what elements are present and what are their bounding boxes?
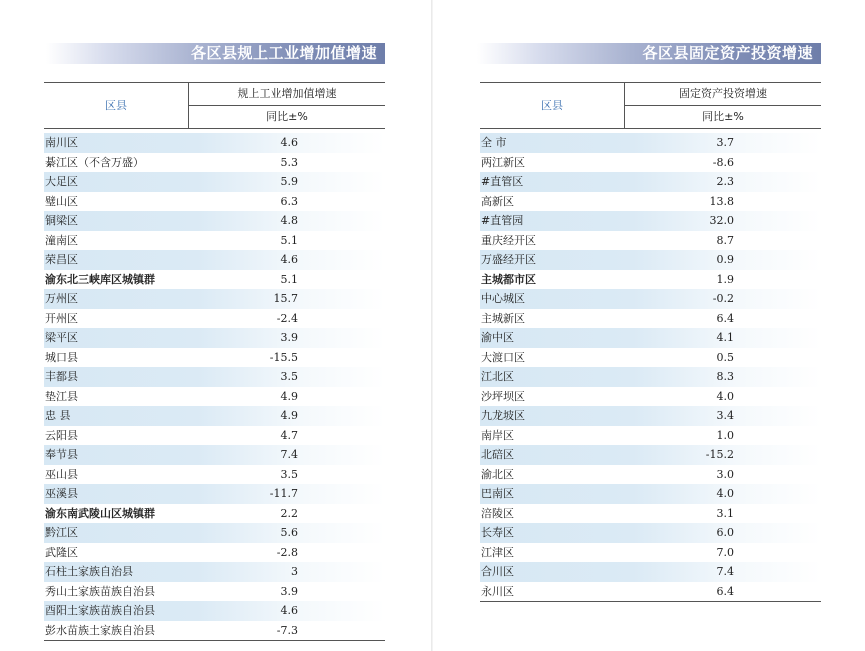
row-county-name: 沙坪坝区 (481, 389, 525, 403)
row-growth-value: 4.6 (280, 136, 298, 149)
row-county-name: 高新区 (481, 194, 514, 208)
row-growth-value: -2.8 (276, 545, 298, 559)
table-row (44, 484, 385, 504)
table-row (44, 504, 385, 524)
row-growth-value: 7.4 (280, 448, 298, 461)
row-growth-value: 4.1 (716, 331, 734, 344)
table-row (480, 465, 821, 485)
row-growth-value: 13.8 (709, 194, 734, 208)
row-growth-value: -8.6 (712, 155, 734, 169)
row-county-name: 主城都市区 (481, 272, 536, 286)
row-growth-value: 4.8 (280, 214, 298, 227)
row-county-name: 全 市 (481, 136, 507, 149)
table-row (44, 387, 385, 407)
row-county-name: 城口县 (45, 350, 78, 364)
row-county-name: 南川区 (45, 136, 78, 149)
left-header-metric: 规上工业增加值增速 (189, 83, 385, 106)
table-row (44, 348, 385, 368)
table-row (44, 172, 385, 192)
table-row (480, 211, 821, 231)
table-row (44, 133, 385, 153)
right-table (480, 82, 821, 601)
row-county-name: #直管园 (481, 214, 524, 227)
table-row (44, 601, 385, 621)
table-row (44, 270, 385, 290)
row-growth-value: 3.1 (716, 506, 734, 520)
left-page (0, 0, 432, 651)
row-growth-value: 6.3 (280, 194, 298, 208)
row-growth-value: 4.0 (716, 389, 734, 403)
row-growth-value: 1.9 (716, 272, 734, 286)
left-table-body (44, 129, 385, 640)
row-county-name: 璧山区 (45, 194, 78, 208)
row-county-name: 巴南区 (481, 487, 514, 500)
table-row (480, 192, 821, 212)
table-row (44, 211, 385, 231)
row-county-name: #直管区 (481, 175, 524, 188)
table-bottom-rule (44, 640, 385, 641)
table-row (480, 348, 821, 368)
table-row (480, 406, 821, 426)
row-county-name: 主城新区 (481, 311, 525, 325)
row-growth-value: 5.3 (280, 155, 298, 169)
row-growth-value: 0.9 (716, 253, 734, 266)
table-row (44, 250, 385, 270)
left-header-right (188, 83, 385, 128)
row-growth-value: 4.6 (280, 253, 298, 266)
row-county-name: 重庆经开区 (481, 233, 536, 247)
row-county-name: 大足区 (45, 175, 78, 188)
row-growth-value: 8.3 (716, 370, 734, 383)
row-county-name: 丰都县 (45, 370, 78, 383)
table-bottom-rule (480, 601, 821, 602)
left-header-county: 区县 (105, 99, 127, 112)
row-county-name: 荣昌区 (45, 253, 78, 266)
row-county-name: 云阳县 (45, 428, 78, 442)
row-county-name: 酉阳土家族苗族自治县 (45, 604, 155, 617)
table-row (44, 367, 385, 387)
row-county-name: 江津区 (481, 545, 514, 559)
row-growth-value: 4.9 (280, 409, 298, 422)
row-growth-value: -15.5 (269, 350, 298, 364)
table-row (480, 367, 821, 387)
row-county-name: 垫江县 (45, 389, 78, 403)
row-county-name: 秀山土家族苗族自治县 (45, 584, 155, 598)
row-growth-value: 3.0 (716, 467, 734, 481)
row-county-name: 两江新区 (481, 155, 525, 169)
row-county-name: 南岸区 (481, 428, 514, 442)
table-row (44, 309, 385, 329)
row-growth-value: 5.6 (280, 526, 298, 539)
row-growth-value: 15.7 (273, 292, 298, 305)
table-row (480, 133, 821, 153)
row-growth-value: 2.3 (716, 175, 734, 188)
table-row (480, 309, 821, 329)
row-county-name: 万盛经开区 (481, 253, 536, 266)
row-county-name: 渝东北三峡库区城镇群 (45, 272, 155, 286)
row-county-name: 巫溪县 (45, 487, 78, 500)
left-table-header (44, 82, 385, 129)
left-header-unit: 同比±% (266, 110, 308, 123)
row-county-name: 忠 县 (45, 409, 71, 422)
row-county-name: 石柱土家族自治县 (45, 565, 133, 578)
row-county-name: 永川区 (481, 584, 514, 598)
row-county-name: 中心城区 (481, 292, 525, 305)
table-row (480, 445, 821, 465)
row-growth-value: 3.5 (280, 467, 298, 481)
row-growth-value: 4.7 (280, 428, 298, 442)
row-growth-value: 4.0 (716, 487, 734, 500)
row-county-name: 涪陵区 (481, 506, 514, 520)
right-table-title: 各区县固定资产投资增速 (477, 43, 821, 64)
table-row (44, 523, 385, 543)
table-row (480, 289, 821, 309)
table-row (480, 426, 821, 446)
right-header-metric: 固定资产投资增速 (625, 83, 821, 106)
right-table-body (480, 129, 821, 601)
row-growth-value: 6.4 (716, 584, 734, 598)
table-row (480, 543, 821, 563)
table-row (480, 250, 821, 270)
table-row (480, 270, 821, 290)
table-row (480, 562, 821, 582)
row-growth-value: 1.0 (716, 428, 734, 442)
row-growth-value: 2.2 (280, 506, 298, 520)
row-county-name: 长寿区 (481, 526, 514, 539)
table-row (44, 621, 385, 641)
row-county-name: 合川区 (481, 565, 514, 578)
row-growth-value: 3.9 (280, 584, 298, 598)
row-growth-value: 6.4 (716, 311, 734, 325)
table-row (480, 153, 821, 173)
right-page (433, 0, 865, 651)
right-header-county: 区县 (541, 99, 563, 112)
row-county-name: 九龙坡区 (481, 409, 525, 422)
row-growth-value: 5.9 (280, 175, 298, 188)
row-county-name: 綦江区（不含万盛） (45, 155, 144, 169)
row-county-name: 开州区 (45, 311, 78, 325)
table-row (44, 543, 385, 563)
left-table-title: 各区县规上工业增加值增速 (46, 43, 385, 64)
table-row (44, 192, 385, 212)
row-growth-value: -11.7 (269, 487, 298, 500)
right-header-unit: 同比±% (702, 110, 744, 123)
table-row (44, 426, 385, 446)
table-row (480, 172, 821, 192)
row-growth-value: 4.6 (280, 604, 298, 617)
row-county-name: 铜梁区 (45, 214, 78, 227)
row-growth-value: 7.4 (716, 565, 734, 578)
row-growth-value: 5.1 (280, 272, 298, 286)
row-county-name: 渝北区 (481, 467, 514, 481)
row-growth-value: 3.9 (280, 331, 298, 344)
row-growth-value: 4.9 (280, 389, 298, 403)
table-row (480, 484, 821, 504)
row-growth-value: 7.0 (716, 545, 734, 559)
table-row (480, 387, 821, 407)
row-county-name: 黔江区 (45, 526, 78, 539)
row-county-name: 北碚区 (481, 448, 514, 461)
right-header-right (624, 83, 821, 128)
row-county-name: 奉节县 (45, 448, 78, 461)
table-row (44, 289, 385, 309)
row-growth-value: -7.3 (276, 623, 298, 637)
row-growth-value: 3.7 (716, 136, 734, 149)
table-row (44, 231, 385, 251)
right-table-header (480, 82, 821, 129)
row-county-name: 江北区 (481, 370, 514, 383)
row-growth-value: 3 (291, 565, 298, 578)
table-row (480, 582, 821, 602)
row-growth-value: 3.5 (280, 370, 298, 383)
table-row (480, 328, 821, 348)
row-county-name: 渝中区 (481, 331, 514, 344)
row-growth-value: -15.2 (705, 448, 734, 461)
row-county-name: 武隆区 (45, 545, 78, 559)
row-growth-value: 6.0 (716, 526, 734, 539)
row-county-name: 巫山县 (45, 467, 78, 481)
table-row (44, 328, 385, 348)
row-growth-value: 32.0 (709, 214, 734, 227)
row-growth-value: -2.4 (276, 311, 298, 325)
row-growth-value: -0.2 (712, 292, 734, 305)
table-row (480, 231, 821, 251)
table-row (44, 406, 385, 426)
row-county-name: 彭水苗族土家族自治县 (45, 623, 155, 637)
row-growth-value: 8.7 (716, 233, 734, 247)
table-row (44, 465, 385, 485)
table-row (480, 523, 821, 543)
table-row (44, 153, 385, 173)
row-county-name: 大渡口区 (481, 350, 525, 364)
table-row (44, 445, 385, 465)
table-row (44, 582, 385, 602)
row-county-name: 渝东南武陵山区城镇群 (45, 506, 155, 520)
row-growth-value: 5.1 (280, 233, 298, 247)
row-county-name: 潼南区 (45, 233, 78, 247)
row-county-name: 万州区 (45, 292, 78, 305)
row-growth-value: 3.4 (716, 409, 734, 422)
row-growth-value: 0.5 (716, 350, 734, 364)
left-table (44, 82, 385, 640)
row-county-name: 梁平区 (45, 331, 78, 344)
table-row (480, 504, 821, 524)
table-row (44, 562, 385, 582)
